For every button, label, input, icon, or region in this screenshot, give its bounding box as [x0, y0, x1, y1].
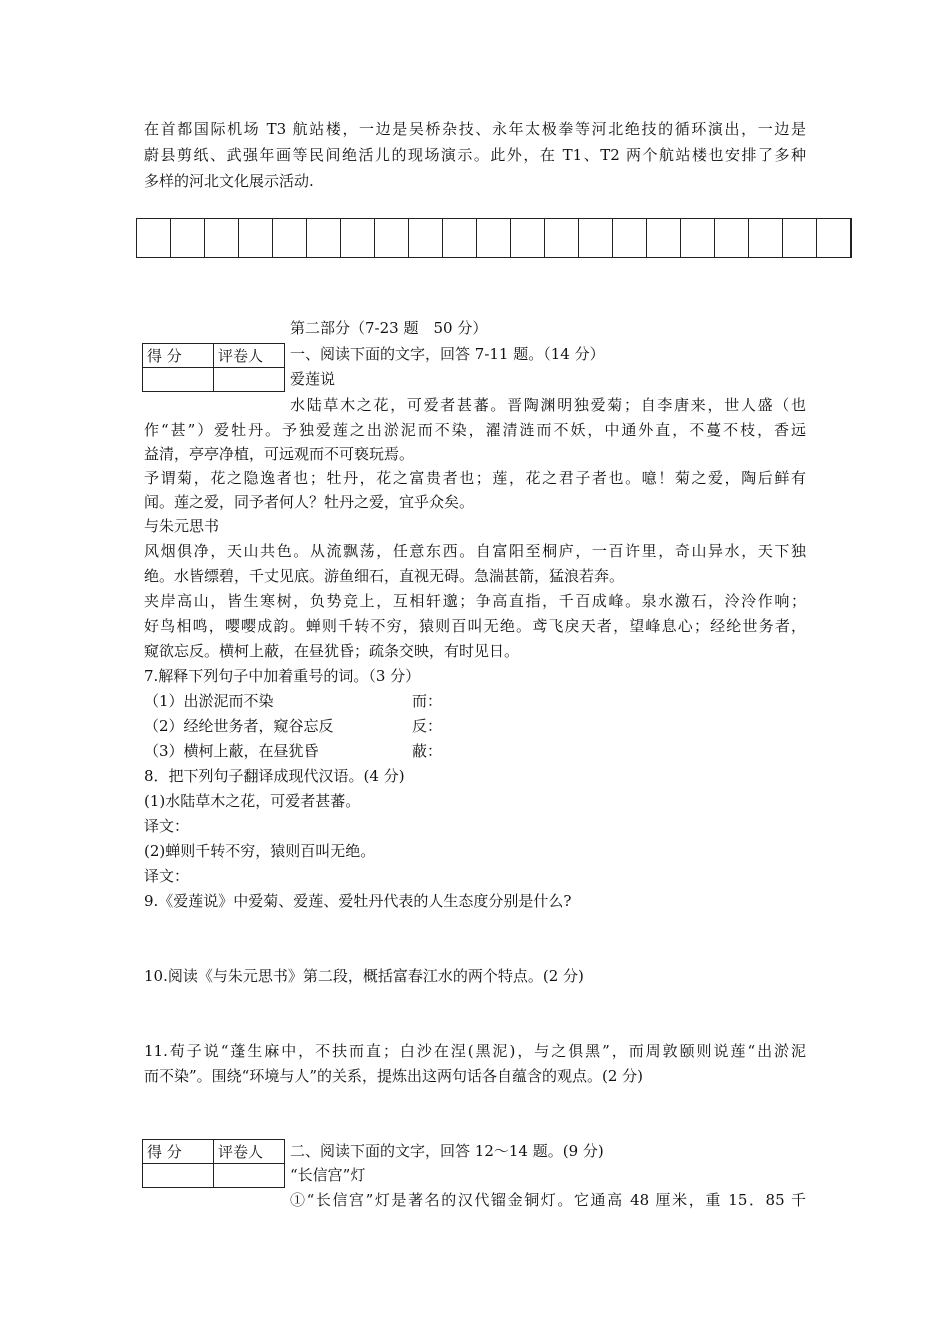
- p3-line-1: ①“长信宫”灯是著名的汉代镏金铜灯。它通高 48 厘米，重 15．85 千: [290, 1191, 806, 1209]
- grid-cell[interactable]: [647, 219, 681, 258]
- grid-cell[interactable]: [783, 219, 817, 258]
- q7-answer-3[interactable]: 蔽：: [412, 742, 443, 760]
- score-label: 得 分: [143, 344, 214, 368]
- grid-cell[interactable]: [409, 219, 443, 258]
- p1-line-5: 闻。莲之爱，同予者何人？牡丹之爱，宜乎众矣。: [144, 493, 475, 511]
- grid-cell[interactable]: [205, 219, 239, 258]
- q7-stem: 7.解释下列句子中加着重号的词。（3 分）: [144, 667, 421, 685]
- grid-cell[interactable]: [273, 219, 307, 258]
- grid-cell[interactable]: [715, 219, 749, 258]
- grid-cell[interactable]: [239, 219, 273, 258]
- score-table-2: [142, 1139, 285, 1188]
- grader-label: 评卷人: [214, 1140, 285, 1164]
- grid-cell[interactable]: [817, 219, 852, 258]
- p2-line-4: 好鸟相鸣，嘤嘤成韵。蝉则千转不穷，猿则百叫无绝。鸢飞戾天者，望峰息心；经纶世务者，: [144, 617, 806, 635]
- grid-cell[interactable]: [579, 219, 613, 258]
- q7-item-2: （2）经纶世务者，窥谷忘反: [144, 717, 334, 735]
- grid-cell[interactable]: [341, 219, 375, 258]
- q10-stem: 10.阅读《与朱元思书》第二段，概括富春江水的两个特点。(2 分): [144, 967, 584, 985]
- q8-translation-1[interactable]: 译文：: [144, 817, 190, 835]
- p2-line-1: 风烟俱净，天山共色。从流飘荡，任意东西。自富阳至桐庐，一百许里，奇山异水，天下独: [144, 542, 806, 560]
- q7-answer-2[interactable]: 反：: [412, 717, 443, 735]
- q11-line-1: 11.荀子说“蓬生麻中，不扶而直；白沙在涅(黑泥)，与之俱黑”，而周敦颐则说莲“出淤泥: [144, 1042, 806, 1060]
- grid-cell[interactable]: [443, 219, 477, 258]
- score-cell[interactable]: [143, 1164, 214, 1188]
- p2-line-3: 夹岸高山，皆生寒树，负势竞上，互相轩邈；争高直指，千百成峰。泉水激石，泠泠作响；: [144, 592, 806, 610]
- part2-heading: 第二部分（7-23 题 50 分）: [290, 319, 488, 337]
- q7-item-3: （3）横柯上蔽，在昼犹昏: [144, 742, 319, 760]
- grid-cell[interactable]: [545, 219, 579, 258]
- grid-cell[interactable]: [613, 219, 647, 258]
- intro-line-1: 在首都国际机场 T3 航站楼，一边是吴桥杂技、永年太极拳等河北绝技的循环演出，一边是: [144, 120, 806, 138]
- grader-cell[interactable]: [214, 368, 285, 392]
- q8-translation-2[interactable]: 译文：: [144, 867, 190, 885]
- q8-sentence-1: (1)水陆草木之花，可爱者甚蕃。: [144, 792, 361, 810]
- grid-cell[interactable]: [137, 219, 171, 258]
- section-1-title: 一、阅读下面的文字，回答 7-11 题。（14 分）: [290, 345, 605, 363]
- p1-line-3: 益清，亭亭净植，可远观而不可亵玩焉。: [144, 445, 415, 463]
- section-2-title: 二、阅读下面的文字，回答 12～14 题。(9 分): [290, 1142, 604, 1160]
- p2-line-5: 窥欲忘反。横柯上蔽，在昼犹昏；疏条交映，有时见日。: [144, 642, 520, 660]
- score-label: 得 分: [143, 1140, 214, 1164]
- grid-cell[interactable]: [171, 219, 205, 258]
- q8-stem: 8．把下列句子翻译成现代汉语。(4 分): [144, 767, 405, 785]
- grader-label: 评卷人: [214, 344, 285, 368]
- p1-line-1: 水陆草木之花，可爱者甚蕃。晋陶渊明独爱菊；自李唐来，世人盛（也: [290, 396, 806, 414]
- score-cell[interactable]: [143, 368, 214, 392]
- text-title-changxingong: “长信宫”灯: [290, 1166, 366, 1184]
- grid-cell[interactable]: [511, 219, 545, 258]
- q7-item-1: （1）出淤泥而不染: [144, 692, 274, 710]
- grid-cell[interactable]: [749, 219, 783, 258]
- answer-grid[interactable]: [136, 218, 852, 258]
- intro-line-3: 多样的河北文化展示活动.: [144, 172, 314, 190]
- grid-cell[interactable]: [681, 219, 715, 258]
- intro-line-2: 蔚县剪纸、武强年画等民间绝活儿的现场演示。此外，在 T1、T2 两个航站楼也安排了多种: [144, 146, 806, 164]
- p2-line-2: 绝。水皆缥碧，千丈见底。游鱼细石，直视无碍。急湍甚箭，猛浪若奔。: [144, 567, 625, 585]
- q9-stem: 9.《爱莲说》中爱菊、爱莲、爱牡丹代表的人生态度分别是什么?: [144, 892, 572, 910]
- grid-cell[interactable]: [375, 219, 409, 258]
- text-title-yuzhuyuansishu: 与朱元思书: [144, 517, 220, 535]
- grid-cell[interactable]: [477, 219, 511, 258]
- q11-line-2: 而不染”。围绕“环境与人”的关系，提炼出这两句话各自蕴含的观点。(2 分): [144, 1067, 644, 1085]
- grader-cell[interactable]: [214, 1164, 285, 1188]
- grid-cell[interactable]: [307, 219, 341, 258]
- p1-line-2: 作“甚”）爱牡丹。予独爱莲之出淤泥而不染，濯清涟而不妖，中通外直，不蔓不枝，香远: [144, 421, 806, 439]
- q7-answer-1[interactable]: 而：: [412, 692, 443, 710]
- text-title-ailianshuo: 爱莲说: [290, 370, 336, 388]
- q8-sentence-2: (2)蝉则千转不穷，猿则百叫无绝。: [144, 842, 376, 860]
- p1-line-4: 予谓菊，花之隐逸者也；牡丹，花之富贵者也；莲，花之君子者也。噫！菊之爱，陶后鲜有: [144, 469, 806, 487]
- score-table-1: [142, 343, 285, 392]
